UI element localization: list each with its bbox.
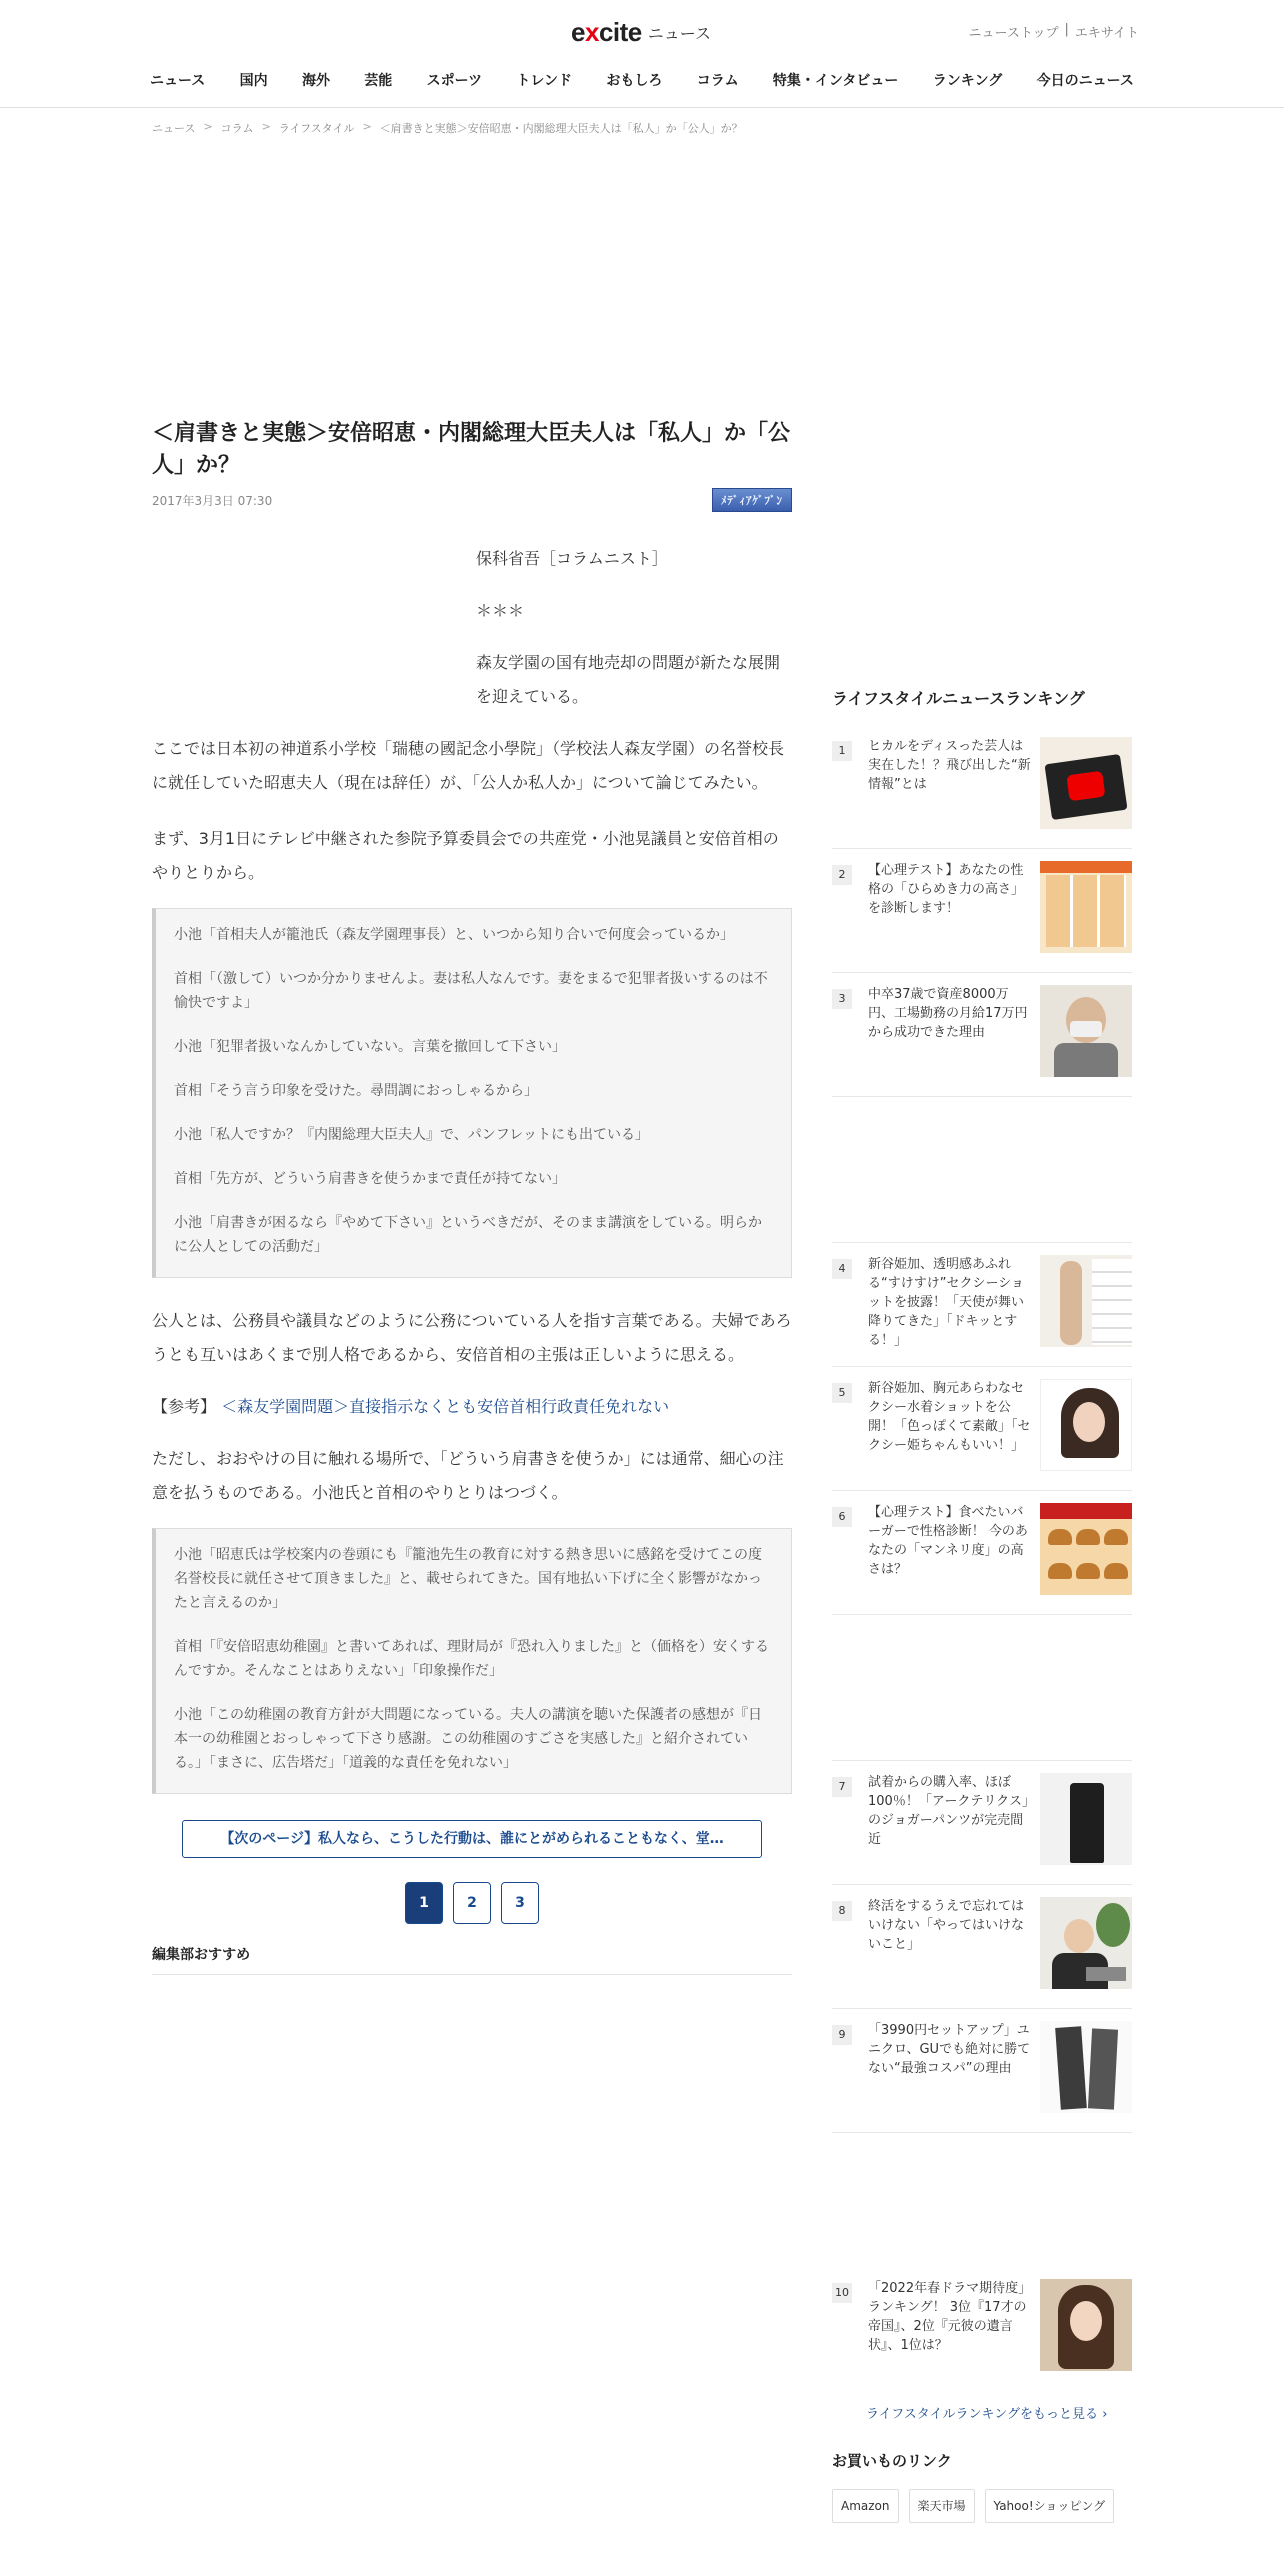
article xyxy=(152,418,792,1975)
rank-title: 終活をするうえで忘れてはいけない「やってはいけないこと」 xyxy=(868,1899,1025,1952)
editor-pick-heading: 編集部おすすめ xyxy=(152,1944,792,1975)
ranking-item[interactable] xyxy=(832,973,1132,1097)
shopping-heading: お買いものリンク xyxy=(832,2452,952,2470)
quote-line: 小池「私人ですか？『内閣総理大臣夫人』で、パンフレットにも出ている」 xyxy=(174,1127,650,1143)
rank-number: 1 xyxy=(832,741,852,761)
rank-title: 「3990円セットアップ」ユニクロ、GUでも絶対に勝てない“最強コスパ”の理由 xyxy=(868,2023,1031,2076)
ad-space xyxy=(832,1615,1132,1761)
article-meta xyxy=(152,488,792,512)
paragraph: 森友学園の国有地売却の問題が新たな展開を迎えている。 xyxy=(476,653,781,706)
page-1-button[interactable]: 1 xyxy=(405,1882,443,1924)
top-links xyxy=(969,22,1139,41)
quote-block xyxy=(152,908,792,1278)
quote-line: 首相「『安倍昭恵幼稚園』と書いてあれば、理財局が『恐れ入りました』と（価格を）安くするんですか。そんなことはありえない」「印象操作だ」 xyxy=(174,1639,769,1679)
ranking-item[interactable] xyxy=(832,2009,1132,2133)
breadcrumb-current: ＜肩書きと実態＞安倍昭恵・内閣総理大臣夫人は「私人」か「公人」か？ xyxy=(379,122,743,135)
breadcrumb-sep: > xyxy=(203,120,213,133)
page-2-button[interactable]: 2 xyxy=(453,1882,491,1924)
thumbnail-actress xyxy=(1040,2279,1132,2371)
breadcrumb-column[interactable]: コラム xyxy=(220,122,254,135)
paragraph: ただし、おおやけの目に触れる場所で、「どういう肩書きを使うか」には通常、細心の注意を払うものである。小池氏と首相のやりとりはつづく。 xyxy=(152,1449,784,1502)
logo-wordmark: excite xyxy=(571,16,642,47)
shopping-links xyxy=(832,2489,1132,2523)
thumbnail-person xyxy=(1040,985,1132,1077)
rank-number: 8 xyxy=(832,1901,852,1921)
rakuten-link[interactable]: 楽天市場 xyxy=(909,2489,975,2523)
author-line: 保科省吾［コラムニスト］ xyxy=(476,549,668,568)
rank-title: 新谷姫加、胸元あらわなセクシー水着ショットを公開！「色っぽくて素敵」「セクシー姫ちゃんもいい！」 xyxy=(868,1381,1031,1453)
paragraph: ここでは日本初の神道系小学校「瑞穂の國記念小學院」（学校法人森友学園）の名誉校長に就任していた昭恵夫人（現在は辞任）が、「公人か私人か」について論じてみたい。 xyxy=(152,739,785,792)
reference-link[interactable]: ＜森友学園問題＞直接指示なくとも安倍首相行政責任免れない xyxy=(221,1397,670,1416)
breadcrumb-sep: > xyxy=(362,120,372,133)
more-ranking-label: ライフスタイルランキングをもっと見る xyxy=(866,2407,1099,2422)
ad-space xyxy=(832,2133,1132,2267)
next-page-button[interactable]: 【次のページ】私人なら、こうした行動は、誰にとがめられることもなく、堂… xyxy=(182,1820,762,1858)
ranking-item[interactable] xyxy=(832,1885,1132,2009)
page-3-button[interactable]: 3 xyxy=(501,1882,539,1924)
rank-title: 新谷姫加、透明感あふれる“すけすけ”セクシーショットを披露！「天使が舞い降りてきた」「ドキッとする！」 xyxy=(868,1257,1025,1348)
thumbnail-woman xyxy=(1040,1897,1132,1989)
source-logo[interactable]: ﾒﾃﾞｨｱｹﾞﾌﾞﾝ xyxy=(712,488,792,512)
yahoo-shopping-link[interactable]: Yahoo!ショッピング xyxy=(985,2489,1115,2523)
site-header xyxy=(0,0,1284,108)
thumbnail-setup xyxy=(1040,2021,1132,2113)
quote-line: 小池「犯罪者扱いなんかしていない。言葉を撤回して下さい」 xyxy=(174,1039,566,1055)
nav-funny[interactable]: おもしろ xyxy=(606,73,663,89)
breadcrumb xyxy=(152,120,743,136)
rank-number: 6 xyxy=(832,1507,852,1527)
reference-label: 【参考】 xyxy=(152,1397,217,1416)
nav-sports[interactable]: スポーツ xyxy=(426,73,483,89)
rank-number: 10 xyxy=(832,2283,852,2303)
quote-line: 首相「先方が、どういう肩書きを使うかまで責任が持てない」 xyxy=(174,1171,566,1187)
excite-logo[interactable] xyxy=(571,14,711,50)
paragraph: 公人とは、公務員や議員などのように公務についている人を指す言葉である。夫婦であろうとも互いはあくまで別人格であるから、安倍首相の主張は正しいように思える。 xyxy=(152,1311,792,1364)
amazon-link[interactable]: Amazon xyxy=(832,2489,899,2523)
ranking-item[interactable] xyxy=(832,725,1132,849)
news-top-link[interactable]: ニューストップ xyxy=(968,26,1059,41)
ranking-item[interactable] xyxy=(832,1491,1132,1615)
thumbnail-quiz xyxy=(1040,861,1132,953)
nav-today[interactable]: 今日のニュース xyxy=(1036,73,1134,89)
breadcrumb-sep: > xyxy=(261,120,271,133)
main-nav xyxy=(150,70,1134,90)
rank-number: 3 xyxy=(832,989,852,1009)
rank-number: 2 xyxy=(832,865,852,885)
page-title: ＜肩書きと実態＞安倍昭恵・内閣総理大臣夫人は「私人」か「公人」か？ xyxy=(152,421,791,478)
rank-number: 5 xyxy=(832,1383,852,1403)
quote-line: 小池「肩書きが困るなら『やめて下さい』というべきだが、そのまま講演をしている。明らかに公人としての活動だ」 xyxy=(174,1215,762,1255)
rank-title: 【心理テスト】あなたの性格の「ひらめき力の高さ」を診断します！ xyxy=(868,863,1025,916)
paragraph: まず、3月1日にテレビ中継された参院予算委員会での共産党・小池晃議員と安倍首相のやりとりから。 xyxy=(152,829,779,882)
nav-ranking[interactable]: ランキング xyxy=(932,73,1003,89)
quote-block xyxy=(152,1528,792,1794)
rank-number: 9 xyxy=(832,2025,852,2045)
ranking-heading: ライフスタイルニュースランキング xyxy=(832,689,1085,708)
top-links-separator: | xyxy=(1064,22,1069,37)
nav-column[interactable]: コラム xyxy=(696,73,739,89)
thumbnail-pants xyxy=(1040,1773,1132,1865)
breadcrumb-lifestyle[interactable]: ライフスタイル xyxy=(278,122,355,135)
ranking-item[interactable] xyxy=(832,1761,1132,1885)
rank-number: 4 xyxy=(832,1259,852,1279)
quote-line: 首相「そう言う印象を受けた。尋問調におっしゃるから」 xyxy=(174,1083,538,1099)
rank-title: 【心理テスト】食べたいバーガーで性格診断！ 今のあなたの「マンネリ度」の高さは？ xyxy=(868,1505,1028,1577)
pagination xyxy=(152,1882,792,1924)
ranking-item[interactable] xyxy=(832,1243,1132,1367)
thumbnail-portrait xyxy=(1040,1379,1132,1471)
quote-line: 小池「この幼稚園の教育方針が大問題になっている。夫人の講演を聴いた保護者の感想が『日本一の幼稚園とおっしゃって下さり感謝。この幼稚園のすごさを実感した』と紹介されている。」「まさに、広告塔だ」「道義的な責任を免れない」 xyxy=(174,1707,762,1771)
nav-domestic[interactable]: 国内 xyxy=(239,73,268,89)
nav-news[interactable]: ニュース xyxy=(150,73,206,89)
sidebar xyxy=(832,686,1132,2523)
rank-title: ヒカルをディスった芸人は実在した！？飛び出した“新情報”とは xyxy=(868,739,1031,792)
divider-stars: ＊＊＊ xyxy=(476,601,525,620)
rank-title: 試着からの購入率、ほぼ100％！「アークテリクス」のジョガーパンツが完売間近 xyxy=(868,1775,1029,1847)
nav-feature[interactable]: 特集・インタビュー xyxy=(772,73,899,89)
quote-line: 小池「昭恵氏は学校案内の巻頭にも『籠池先生の教育に対する熱き思いに感銘を受けてこの度名誉校長に就任させて頂きました』と、載せられてきた。国有地払い下げに全く影響がなかったと言えるのか」 xyxy=(174,1547,762,1611)
reference xyxy=(152,1390,792,1424)
rank-title: 中卒37歳で資産8000万円、工場勤務の月給17万円から成功できた理由 xyxy=(868,987,1028,1040)
article-body xyxy=(152,542,792,1794)
excite-site-link[interactable]: エキサイト xyxy=(1074,26,1139,41)
ranking-item[interactable] xyxy=(832,849,1132,973)
chevron-right-icon: › xyxy=(1102,2407,1108,2422)
thumbnail-tablet xyxy=(1040,737,1132,829)
ad-space xyxy=(832,1097,1132,1243)
quote-line: 首相「（激して）いつか分かりませんよ。妻は私人なんです。妻をまるで犯罪者扱いするのは不愉快ですよ」 xyxy=(174,971,768,1011)
rank-title: 「2022年春ドラマ期待度」ランキング！ 3位『17才の帝国』、2位『元彼の遺言状』、1位は？ xyxy=(868,2281,1032,2353)
rank-number: 7 xyxy=(832,1777,852,1797)
ranking-item[interactable] xyxy=(832,2267,1132,2391)
breadcrumb-news[interactable]: ニュース xyxy=(152,122,196,135)
ranking-item[interactable] xyxy=(832,1367,1132,1491)
nav-entertainment[interactable]: 芸能 xyxy=(364,73,393,89)
thumbnail-photo xyxy=(1040,1255,1132,1347)
quote-line: 小池「首相夫人が籠池氏（森友学園理事長）と、いつから知り合いで何度会っているか」 xyxy=(174,927,734,943)
float-spacer xyxy=(152,542,476,732)
nav-world[interactable]: 海外 xyxy=(301,73,330,89)
nav-trend[interactable]: トレンド xyxy=(516,73,573,89)
publish-date: 2017年3月3日 07:30 xyxy=(152,493,273,508)
more-ranking-link[interactable] xyxy=(866,2403,1132,2422)
logo-sub: ニュース xyxy=(647,23,711,43)
thumbnail-burgers xyxy=(1040,1503,1132,1595)
